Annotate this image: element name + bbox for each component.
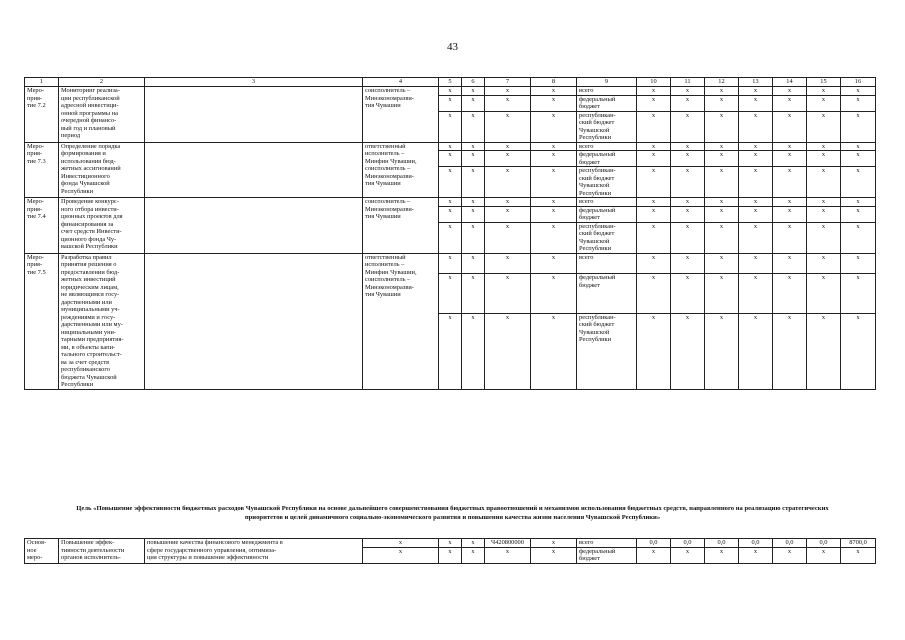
year-value: x bbox=[637, 142, 671, 151]
year-value: x bbox=[671, 167, 705, 198]
year-value: x bbox=[739, 142, 773, 151]
year-value: x bbox=[773, 111, 807, 142]
activity-number: Меро- прия- тие 7.2 bbox=[25, 87, 59, 143]
year-value: x bbox=[773, 253, 807, 274]
funding-source: республикан- ский бюджет Чувашской Республики bbox=[577, 222, 637, 253]
year-value: x bbox=[739, 95, 773, 111]
column-number: 1 bbox=[25, 78, 59, 87]
year-value: x bbox=[671, 547, 705, 563]
funding-source: всего bbox=[577, 87, 637, 96]
code-cell: x bbox=[439, 274, 462, 313]
year-value: x bbox=[739, 206, 773, 222]
column-number: 12 bbox=[705, 78, 739, 87]
code-cell: x bbox=[531, 151, 577, 167]
code-cell: x bbox=[531, 253, 577, 274]
code-cell: Ч420800000 bbox=[485, 539, 531, 548]
year-value: x bbox=[671, 111, 705, 142]
year-value: 0,0 bbox=[705, 539, 739, 548]
year-value: x bbox=[705, 206, 739, 222]
year-value: x bbox=[739, 198, 773, 207]
table-row bbox=[25, 539, 876, 548]
year-value: x bbox=[807, 222, 841, 253]
activity-name: Проведение конкурс- ного отбора инвести- ционных проектов для финансирования за счет средств Инвести- ционного фонда Чу- вашской Республики bbox=[59, 198, 145, 254]
activity-executor: соисполнитель – Минэкономразви- тия Чувашии bbox=[363, 198, 439, 254]
funding-source: федеральный бюджет bbox=[577, 547, 637, 563]
code-cell: x bbox=[462, 111, 485, 142]
year-value: x bbox=[705, 253, 739, 274]
column-number: 13 bbox=[739, 78, 773, 87]
column-number: 2 bbox=[59, 78, 145, 87]
program-table bbox=[24, 77, 876, 390]
code-cell: x bbox=[439, 87, 462, 96]
year-value: x bbox=[773, 313, 807, 389]
column-number: 7 bbox=[485, 78, 531, 87]
activity-name: Определение порядка формирования и использования бюд- жетных ассигнований Инвестиционного фонда Чувашской Республики bbox=[59, 142, 145, 198]
year-value: x bbox=[739, 253, 773, 274]
year-value: x bbox=[841, 87, 876, 96]
year-value: x bbox=[773, 151, 807, 167]
activity-name: Мониторинг реализа- ции республиканской адресной инвестици- онной программы на очередной финансо- вый год и плановый период bbox=[59, 87, 145, 143]
year-value: x bbox=[773, 198, 807, 207]
code-cell: x bbox=[462, 539, 485, 548]
year-value: x bbox=[671, 198, 705, 207]
year-value: x bbox=[671, 222, 705, 253]
year-value: x bbox=[807, 206, 841, 222]
activity-result: повышение качества финансового менеджмента в сфере государственного управления, оптимиза- ция структуры и повышение эффективности bbox=[145, 539, 363, 564]
year-value: x bbox=[773, 142, 807, 151]
code-cell: x bbox=[531, 95, 577, 111]
year-value: x bbox=[841, 206, 876, 222]
code-cell: x bbox=[531, 274, 577, 313]
year-value: x bbox=[637, 222, 671, 253]
year-value: x bbox=[807, 167, 841, 198]
year-value: x bbox=[841, 313, 876, 389]
year-value: x bbox=[807, 198, 841, 207]
code-cell: x bbox=[439, 167, 462, 198]
code-cell: x bbox=[462, 142, 485, 151]
code-cell: x bbox=[531, 111, 577, 142]
column-number: 15 bbox=[807, 78, 841, 87]
code-cell: x bbox=[439, 313, 462, 389]
year-value: 8700,0 bbox=[841, 539, 876, 548]
code-cell: x bbox=[485, 111, 531, 142]
year-value: x bbox=[739, 547, 773, 563]
code-cell: x bbox=[531, 142, 577, 151]
column-number: 10 bbox=[637, 78, 671, 87]
code-cell: x bbox=[439, 222, 462, 253]
year-value: x bbox=[773, 274, 807, 313]
code-cell: x bbox=[363, 539, 439, 548]
year-value: x bbox=[807, 547, 841, 563]
code-cell: x bbox=[485, 313, 531, 389]
year-value: x bbox=[705, 167, 739, 198]
year-value: x bbox=[637, 253, 671, 274]
year-value: x bbox=[841, 111, 876, 142]
year-value: x bbox=[841, 167, 876, 198]
year-value: x bbox=[671, 253, 705, 274]
column-number: 6 bbox=[462, 78, 485, 87]
year-value: x bbox=[705, 142, 739, 151]
year-value: x bbox=[739, 167, 773, 198]
year-value: x bbox=[671, 95, 705, 111]
code-cell: x bbox=[485, 206, 531, 222]
year-value: x bbox=[841, 274, 876, 313]
funding-source: всего bbox=[577, 539, 637, 548]
year-value: x bbox=[671, 142, 705, 151]
code-cell: x bbox=[462, 274, 485, 313]
year-value: x bbox=[705, 95, 739, 111]
code-cell: x bbox=[462, 87, 485, 96]
year-value: x bbox=[705, 313, 739, 389]
year-value: x bbox=[773, 95, 807, 111]
year-value: x bbox=[637, 206, 671, 222]
activity-name: Повышение эффек- тивности деятельности органов исполнитель- bbox=[59, 539, 145, 564]
code-cell: x bbox=[485, 167, 531, 198]
code-cell: x bbox=[531, 87, 577, 96]
code-cell: x bbox=[531, 198, 577, 207]
activity-number: Меро- прия- тие 7.5 bbox=[25, 253, 59, 389]
funding-source: федеральный бюджет bbox=[577, 206, 637, 222]
activity-executor: соисполнитель – Минэкономразви- тия Чувашии bbox=[363, 87, 439, 143]
column-number: 8 bbox=[531, 78, 577, 87]
funding-source: республикан- ский бюджет Чувашской Республики bbox=[577, 313, 637, 389]
funding-source: федеральный бюджет bbox=[577, 274, 637, 313]
code-cell: x bbox=[531, 547, 577, 563]
year-value: x bbox=[841, 142, 876, 151]
bottom-table bbox=[24, 538, 876, 564]
table-row bbox=[25, 253, 876, 274]
code-cell: x bbox=[462, 151, 485, 167]
year-value: x bbox=[671, 274, 705, 313]
year-value: x bbox=[637, 87, 671, 96]
column-number: 5 bbox=[439, 78, 462, 87]
year-value: x bbox=[841, 151, 876, 167]
code-cell: x bbox=[485, 222, 531, 253]
year-value: x bbox=[739, 151, 773, 167]
code-cell: x bbox=[531, 167, 577, 198]
code-cell: x bbox=[439, 95, 462, 111]
year-value: x bbox=[705, 87, 739, 96]
year-value: x bbox=[637, 313, 671, 389]
column-number: 14 bbox=[773, 78, 807, 87]
year-value: 0,0 bbox=[637, 539, 671, 548]
year-value: x bbox=[807, 151, 841, 167]
year-value: x bbox=[807, 253, 841, 274]
year-value: x bbox=[773, 87, 807, 96]
year-value: x bbox=[739, 111, 773, 142]
code-cell: x bbox=[485, 253, 531, 274]
code-cell: x bbox=[363, 547, 439, 563]
year-value: x bbox=[841, 95, 876, 111]
year-value: x bbox=[841, 547, 876, 563]
activity-number: Меро- прия- тие 7.4 bbox=[25, 198, 59, 254]
code-cell: x bbox=[462, 167, 485, 198]
activity-executor: ответственный исполнитель – Минфин Чувашии, соисполнитель – Минэкономразви- тия Чувашии bbox=[363, 142, 439, 198]
code-cell: x bbox=[439, 547, 462, 563]
code-cell: x bbox=[462, 222, 485, 253]
activity-result bbox=[145, 142, 363, 198]
code-cell: x bbox=[485, 547, 531, 563]
year-value: x bbox=[739, 313, 773, 389]
year-value: x bbox=[705, 274, 739, 313]
activity-number: Основ- ное меро- bbox=[25, 539, 59, 564]
code-cell: x bbox=[531, 313, 577, 389]
year-value: x bbox=[671, 87, 705, 96]
column-number: 9 bbox=[577, 78, 637, 87]
column-number: 11 bbox=[671, 78, 705, 87]
year-value: x bbox=[671, 206, 705, 222]
table-row bbox=[25, 198, 876, 207]
code-cell: x bbox=[531, 222, 577, 253]
activity-result bbox=[145, 253, 363, 389]
funding-source: федеральный бюджет bbox=[577, 95, 637, 111]
year-value: x bbox=[705, 111, 739, 142]
table-row bbox=[25, 142, 876, 151]
code-cell: x bbox=[485, 274, 531, 313]
code-cell: x bbox=[439, 151, 462, 167]
code-cell: x bbox=[439, 111, 462, 142]
goal-heading: Цель «Повышение эффективности бюджетных расходов Чувашской Республики на основе дальнейшего совершенствования бюджетных правоотношений и механизмов использования бюджетных средств, направленного на реализацию стратегических приоритетов и целей динамичного социально-экономического развития и повышения качества жизни населения Чувашской Республики» bbox=[76, 505, 829, 521]
year-value: x bbox=[705, 198, 739, 207]
code-cell: x bbox=[462, 313, 485, 389]
funding-source: республикан- ский бюджет Чувашской Республики bbox=[577, 111, 637, 142]
year-value: 0,0 bbox=[773, 539, 807, 548]
funding-source: всего bbox=[577, 142, 637, 151]
code-cell: x bbox=[531, 539, 577, 548]
year-value: x bbox=[807, 142, 841, 151]
code-cell: x bbox=[439, 142, 462, 151]
year-value: x bbox=[773, 222, 807, 253]
year-value: x bbox=[705, 151, 739, 167]
code-cell: x bbox=[462, 206, 485, 222]
year-value: x bbox=[637, 111, 671, 142]
code-cell: x bbox=[485, 142, 531, 151]
funding-source: республикан- ский бюджет Чувашской Республики bbox=[577, 167, 637, 198]
code-cell: x bbox=[462, 198, 485, 207]
year-value: x bbox=[637, 167, 671, 198]
year-value: x bbox=[807, 313, 841, 389]
year-value: x bbox=[739, 87, 773, 96]
activity-number: Меро- прия- тие 7.3 bbox=[25, 142, 59, 198]
year-value: x bbox=[637, 95, 671, 111]
page-number: 43 bbox=[447, 41, 458, 53]
table-row bbox=[25, 87, 876, 96]
year-value: x bbox=[773, 167, 807, 198]
code-cell: x bbox=[531, 206, 577, 222]
activity-result bbox=[145, 198, 363, 254]
activity-name: Разработка правил принятия решения о предоставлении бюд- жетных инвестиций юридическим лицам, не являющимся госу- дарственными или муниципальными уч- реждениями и госу- дарственными или му- ниципальными уни- тарными предприятия- ми, в объекты капи- тального строительст- ва за счет средств республиканского бюджета Чувашской Республики bbox=[59, 253, 145, 389]
column-number: 3 bbox=[145, 78, 363, 87]
year-value: x bbox=[671, 313, 705, 389]
activity-executor: ответственный исполнитель – Минфин Чувашии, соисполнитель – Минэкономразви- тия Чувашии bbox=[363, 253, 439, 389]
year-value: x bbox=[807, 95, 841, 111]
funding-source: всего bbox=[577, 198, 637, 207]
code-cell: x bbox=[462, 253, 485, 274]
year-value: 0,0 bbox=[671, 539, 705, 548]
year-value: x bbox=[841, 198, 876, 207]
code-cell: x bbox=[485, 151, 531, 167]
code-cell: x bbox=[439, 206, 462, 222]
year-value: x bbox=[705, 547, 739, 563]
header-row bbox=[25, 78, 876, 87]
year-value: x bbox=[637, 274, 671, 313]
year-value: x bbox=[841, 253, 876, 274]
year-value: 0,0 bbox=[739, 539, 773, 548]
year-value: x bbox=[807, 87, 841, 96]
year-value: x bbox=[773, 547, 807, 563]
year-value: x bbox=[637, 198, 671, 207]
year-value: x bbox=[841, 222, 876, 253]
column-number: 4 bbox=[363, 78, 439, 87]
year-value: x bbox=[705, 222, 739, 253]
code-cell: x bbox=[439, 253, 462, 274]
year-value: x bbox=[671, 151, 705, 167]
year-value: x bbox=[637, 547, 671, 563]
code-cell: x bbox=[485, 87, 531, 96]
year-value: x bbox=[637, 151, 671, 167]
year-value: 0,0 bbox=[807, 539, 841, 548]
code-cell: x bbox=[462, 95, 485, 111]
funding-source: федеральный бюджет bbox=[577, 151, 637, 167]
year-value: x bbox=[807, 274, 841, 313]
year-value: x bbox=[739, 222, 773, 253]
activity-result bbox=[145, 87, 363, 143]
code-cell: x bbox=[485, 198, 531, 207]
code-cell: x bbox=[439, 198, 462, 207]
year-value: x bbox=[807, 111, 841, 142]
year-value: x bbox=[773, 206, 807, 222]
year-value: x bbox=[739, 274, 773, 313]
code-cell: x bbox=[485, 95, 531, 111]
code-cell: x bbox=[439, 539, 462, 548]
column-number: 16 bbox=[841, 78, 876, 87]
code-cell: x bbox=[462, 547, 485, 563]
funding-source: всего bbox=[577, 253, 637, 274]
